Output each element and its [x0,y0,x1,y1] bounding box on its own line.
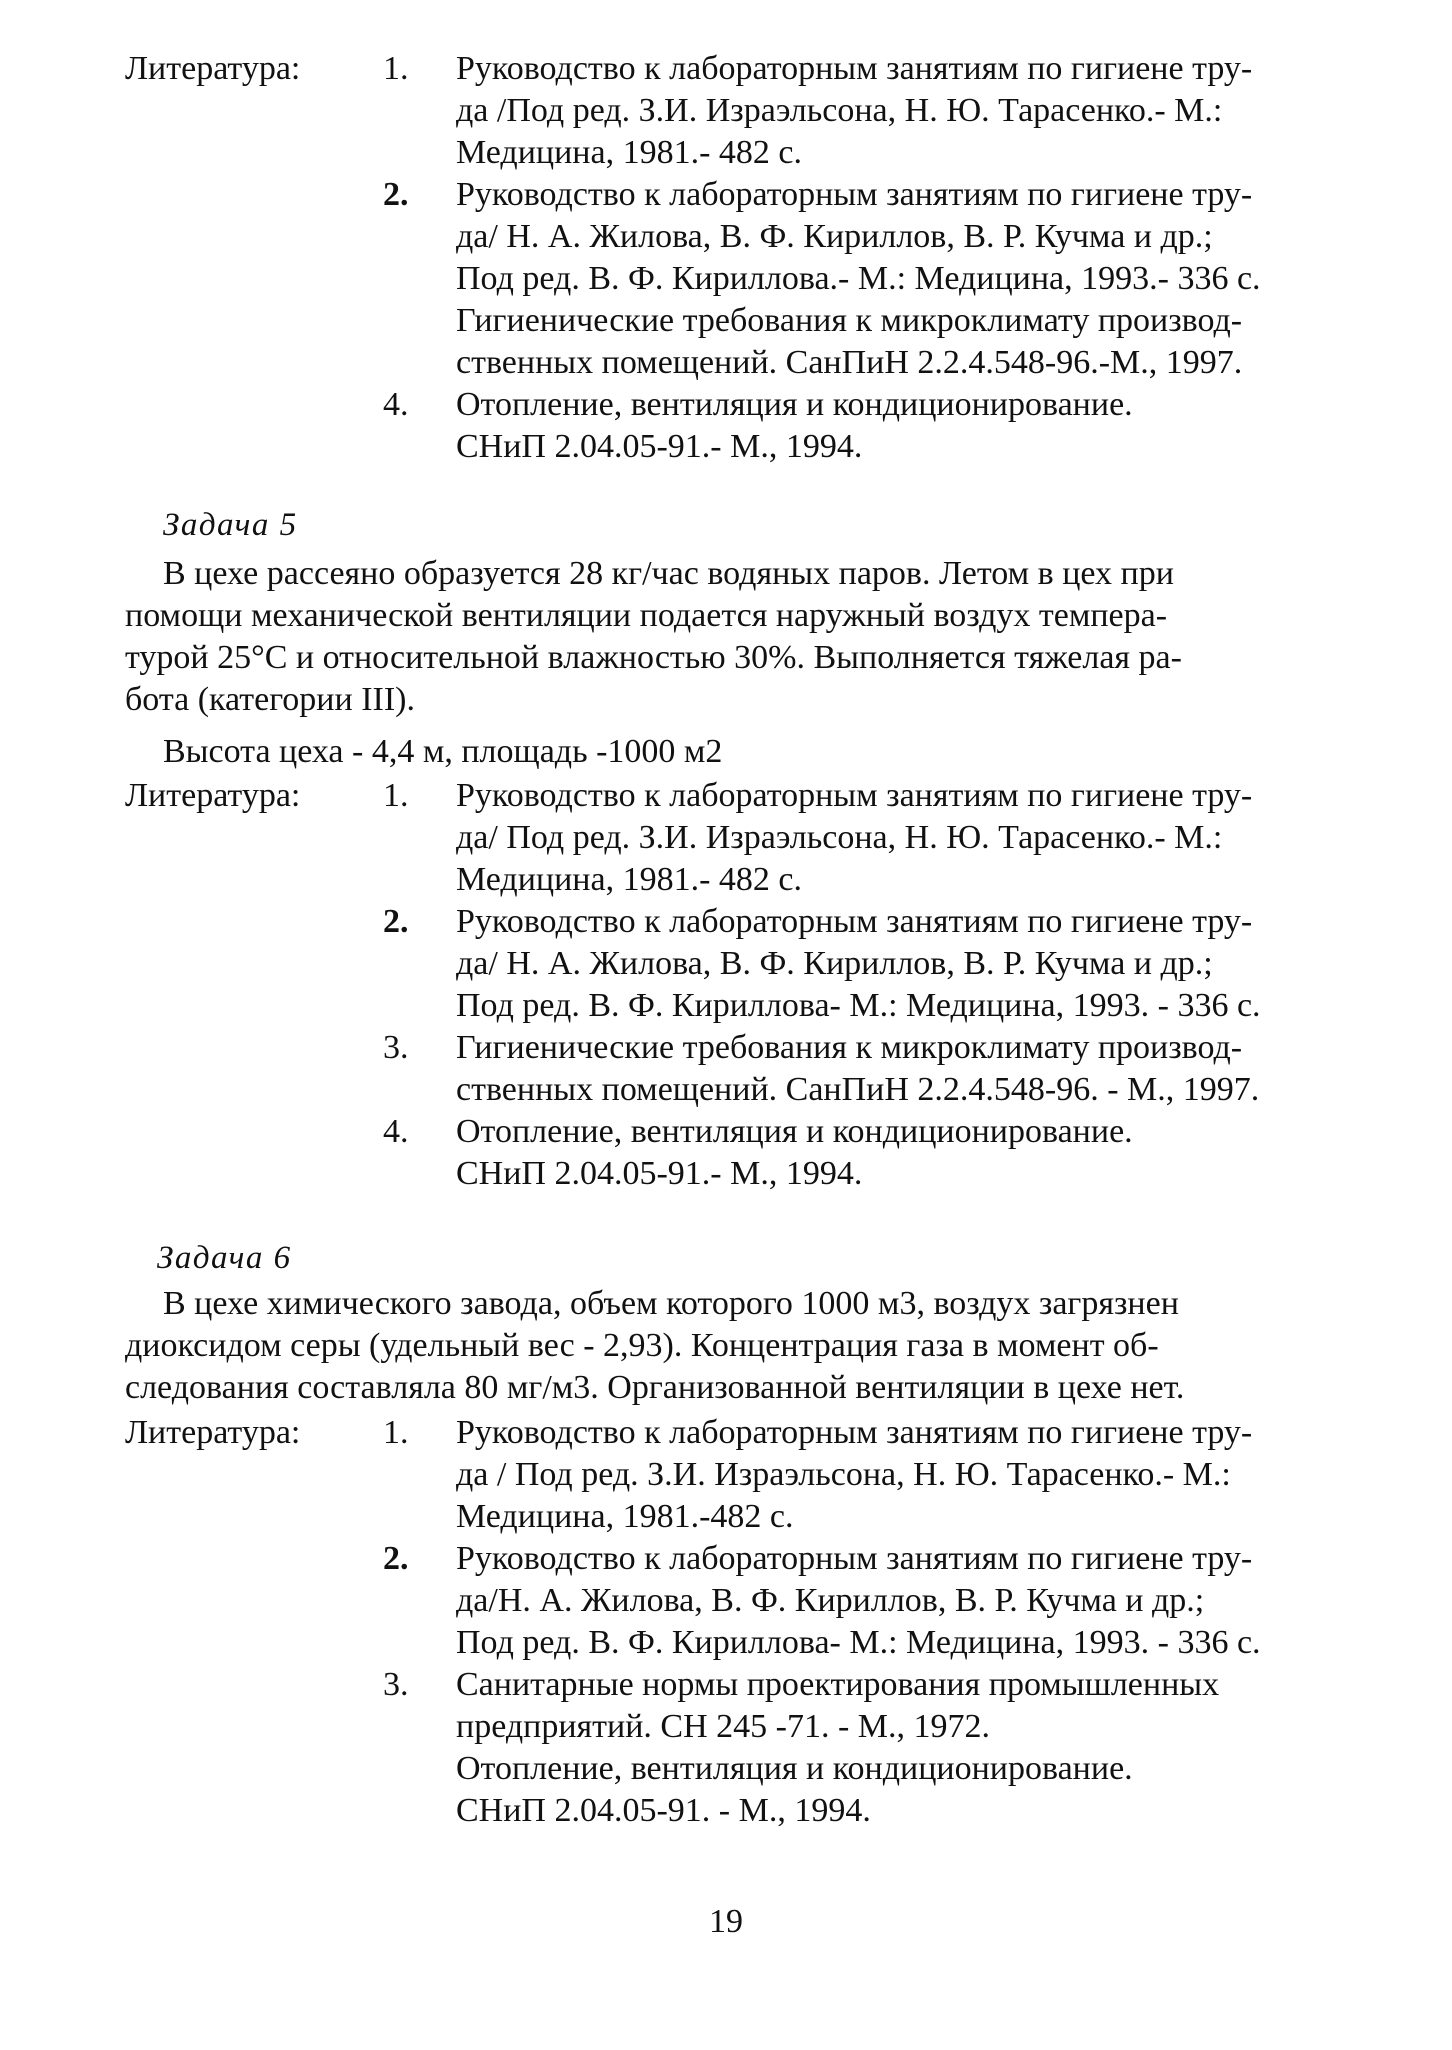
literature-item-line: Под ред. В. Ф. Кириллова- М.: Медицина, 1993. - 336 с. [456,987,1261,1024]
literature-item-line: да/Н. А. Жилова, В. Ф. Кириллов, В. Р. Кучма и др.; [456,1582,1205,1619]
paragraph-line: помощи механической вентиляции подается наружный воздух темпера- [125,597,1168,634]
literature-item-line: да/ Под ред. З.И. Израэльсона, Н. Ю. Тарасенко.- М.: [456,819,1223,856]
literature-item-line: Медицина, 1981.-482 с. [456,1498,794,1535]
literature-item [383,174,1340,384]
literature-list-task-5 [125,775,1340,1195]
literature-item-line: Под ред. В. Ф. Кириллова.- М.: Медицина, 1993.- 336 с. [456,260,1261,297]
literature-item-number: 3. [383,1029,409,1066]
paragraph-line: В цехе химического завода, объем которого 1000 м3, воздух загрязнен [163,1285,1179,1322]
literature-item-number: 2. [383,903,409,940]
literature-item-number: 1. [383,777,409,814]
literature-item-line: да/ Н. А. Жилова, В. Ф. Кириллов, В. Р. Кучма и др.; [456,945,1213,982]
literature-item-line: Отопление, вентиляция и кондиционирование. [456,1750,1133,1787]
task-6-paragraph [125,1283,1340,1409]
literature-item-line: Медицина, 1981.- 482 с. [456,861,803,898]
task-6-title: Задача 6 [157,1240,292,1276]
literature-item-number: 4. [383,1113,409,1150]
literature-item-line: Санитарные нормы проектирования промышленных [456,1666,1220,1703]
literature-item-line: предприятий. СН 245 -71. - М., 1972. [456,1708,991,1745]
literature-item-line: Руководство к лабораторным занятиям по гигиене тру- [456,1414,1253,1451]
literature-label: Литература: [125,777,301,814]
paragraph-line: бота (категории III). [125,681,415,718]
literature-item [383,775,1340,901]
literature-item-number: 3. [383,1666,409,1703]
literature-item-line: Руководство к лабораторным занятиям по гигиене тру- [456,50,1253,87]
literature-item-line: Гигиенические требования к микроклимату производ- [456,302,1243,339]
literature-item-line: СНиП 2.04.05-91.- М., 1994. [456,428,863,465]
literature-list-top [125,48,1340,468]
literature-item-line: да / Под ред. З.И. Израэльсона, Н. Ю. Тарасенко.- М.: [456,1456,1231,1493]
literature-item [383,1412,1340,1538]
literature-item-line: Гигиенические требования к микроклимату производ- [456,1029,1243,1066]
task-5-title: Задача 5 [163,507,298,543]
literature-item [383,1664,1340,1832]
literature-item-line: Отопление, вентиляция и кондиционирование. [456,386,1133,423]
literature-item-number: 1. [383,50,409,87]
literature-item-line: СНиП 2.04.05-91. - М., 1994. [456,1792,871,1829]
literature-item [383,48,1340,174]
task-5-paragraph [125,553,1340,721]
literature-item-number: 2. [383,176,409,213]
literature-label: Литература: [125,50,301,87]
literature-item [383,1111,1340,1195]
paragraph-line: диоксидом серы (удельный вес - 2,93). Концентрация газа в момент об- [125,1327,1159,1364]
literature-item-line: Руководство к лабораторным занятиям по гигиене тру- [456,176,1253,213]
literature-item [383,1538,1340,1664]
literature-label: Литература: [125,1414,301,1451]
literature-item-line: Под ред. В. Ф. Кириллова- М.: Медицина, 1993. - 336 с. [456,1624,1261,1661]
literature-item [383,1027,1340,1111]
literature-item-line: ственных помещений. СанПиН 2.2.4.548-96. - М., 1997. [456,1071,1260,1108]
literature-item [383,901,1340,1027]
literature-list-task-6 [125,1412,1340,1832]
literature-item-line: Медицина, 1981.- 482 с. [456,134,803,171]
literature-item-line: Руководство к лабораторным занятиям по гигиене тру- [456,1540,1253,1577]
page-number: 19 [709,1903,743,1940]
literature-item-line: да/ Н. А. Жилова, В. Ф. Кириллов, В. Р. Кучма и др.; [456,218,1213,255]
literature-item-number: 2. [383,1540,409,1577]
task-5-height-area: Высота цеха - 4,4 м, площадь -1000 м2 [163,733,723,770]
literature-item-line: Руководство к лабораторным занятиям по гигиене тру- [456,777,1253,814]
literature-item-number: 4. [383,386,409,423]
paragraph-line: турой 25°С и относительной влажностью 30%. Выполняется тяжелая ра- [125,639,1182,676]
literature-item-number: 1. [383,1414,409,1451]
paragraph-line: следования составляла 80 мг/м3. Организованной вентиляции в цехе нет. [125,1369,1185,1406]
literature-item-line: СНиП 2.04.05-91.- М., 1994. [456,1155,863,1192]
paragraph-line: В цехе рассеяно образуется 28 кг/час водяных паров. Летом в цех при [163,555,1174,592]
literature-item [383,384,1340,468]
literature-item-line: ственных помещений. СанПиН 2.2.4.548-96.-М., 1997. [456,344,1243,381]
literature-item-line: да /Под ред. З.И. Израэльсона, Н. Ю. Тарасенко.- М.: [456,92,1223,129]
literature-item-line: Отопление, вентиляция и кондиционирование. [456,1113,1133,1150]
literature-item-line: Руководство к лабораторным занятиям по гигиене тру- [456,903,1253,940]
